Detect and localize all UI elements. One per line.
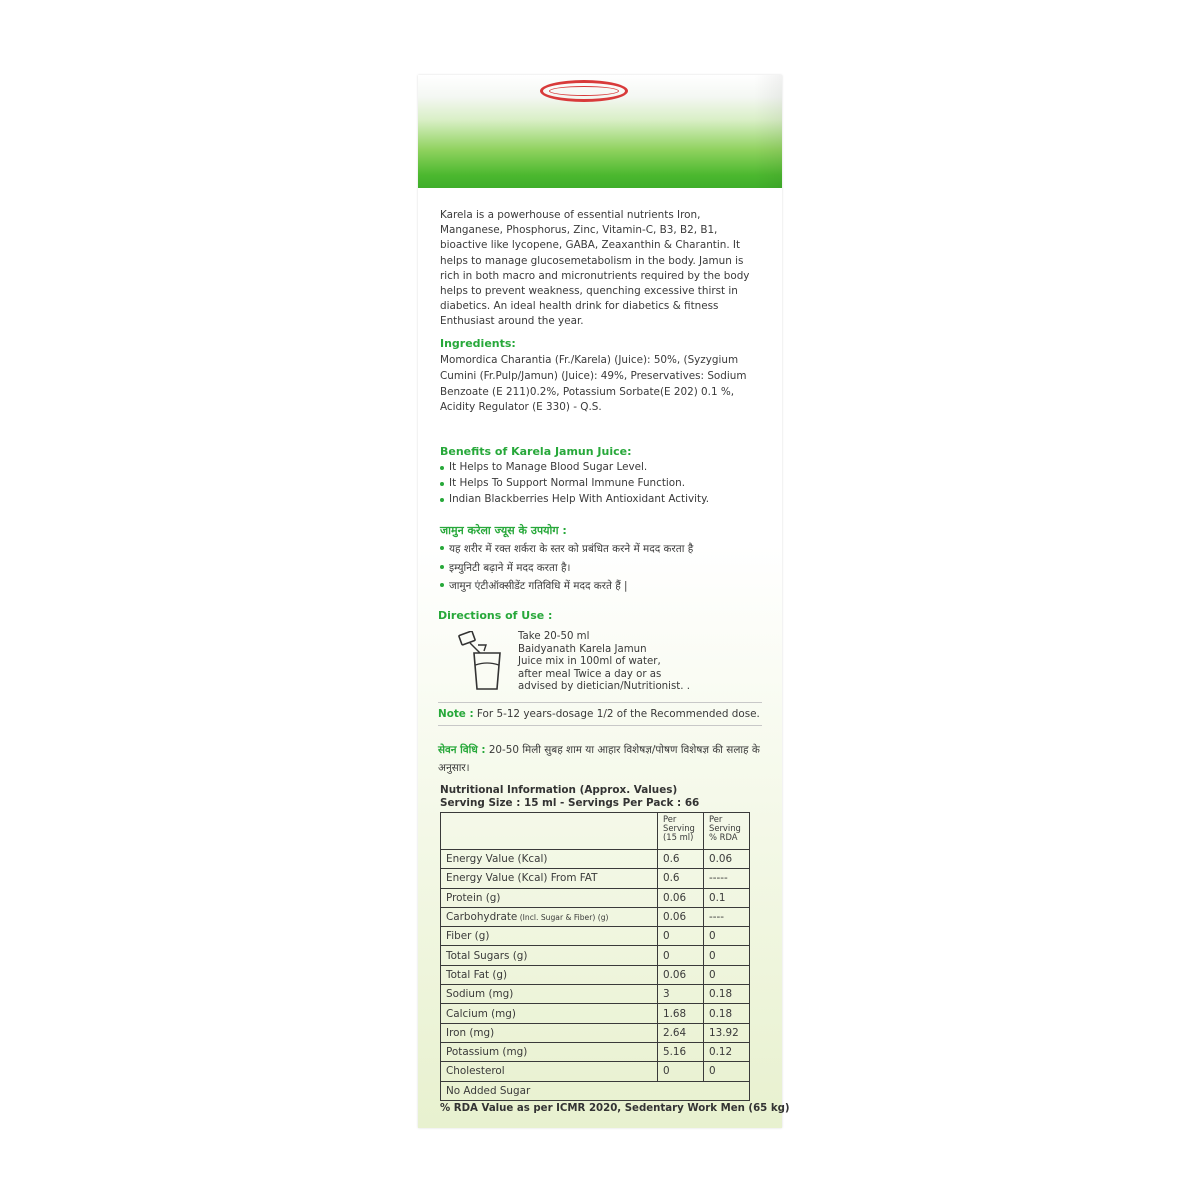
nutrition-table — [440, 812, 750, 1101]
list-item: जामुन एंटीऑक्सीडेंट गतिविधि में मदद करते हैं | — [440, 577, 770, 596]
table-row: Total Fat (g) 0.06 0 — [441, 965, 750, 984]
sevan-vidhi: सेवन विधि : 20-50 मिली सुबह शाम या आहार विशेषज्ञ/पोषण विशेषज्ञ की सलाह के अनुसार। — [438, 744, 760, 774]
table-footer-row: No Added Sugar — [441, 1081, 750, 1100]
nutrition-title: Nutritional Information (Approx. Values) Serving Size : 15 ml - Servings Per Pack : 66 — [440, 784, 700, 809]
table-row: Cholesterol 0 0 — [441, 1062, 750, 1081]
product-description: Karela is a powerhouse of essential nutrients Iron, Manganese, Phosphorus, Zinc, Vitamin-C, B3, B2, B1, bioactive like lycopene, GABA, Zeaxanthin & Charantin. It helps to manage glucosemetabolism in the body. Jamun is rich in both macro and micronutrients required by the body helps to prevent weakness, quenching excessive thirst in diabetics. An ideal health drink for diabetics & fitness Enthusiast around the year. — [440, 209, 750, 328]
table-header-row — [441, 813, 750, 850]
divider — [438, 725, 762, 726]
list-item: यह शरीर में रक्त शर्करा के स्तर को प्रबंधित करने में मदद करता है — [440, 540, 770, 559]
table-row: Carbohydrate (Incl. Sugar & Fiber) (g) 0.06 ---- — [441, 907, 750, 926]
table-row: Energy Value (Kcal) 0.6 0.06 — [441, 850, 750, 869]
product-box-back-panel — [418, 75, 790, 1128]
table-row: Calcium (mg) 1.68 0.18 — [441, 1004, 750, 1023]
hindi-uses-heading: जामुन करेला ज्यूस के उपयोग : — [440, 524, 567, 537]
table-row: Fiber (g) 0 0 — [441, 927, 750, 946]
benefits-heading: Benefits of Karela Jamun Juice: — [440, 445, 632, 458]
list-item: इम्युनिटी बढ़ाने में मदद करता है। — [440, 559, 770, 578]
rda-note: % RDA Value as per ICMR 2020, Sedentary Work Men (65 kg) — [440, 1103, 790, 1114]
glass-pouring-icon — [456, 631, 506, 691]
dosage-note: Note : For 5-12 years-dosage 1/2 of the Recommended dose. — [438, 708, 760, 720]
ingredients-heading: Ingredients: — [440, 337, 516, 350]
list-item: Indian Blackberries Help With Antioxidant Activity. — [440, 492, 770, 508]
directions-text: Take 20-50 ml Baidyanath Karela Jamun Juice mix in 100ml of water, after meal Twice a day or as advised by dietician/Nutritionist. . — [518, 631, 690, 693]
benefits-list — [440, 460, 770, 507]
table-row: Iron (mg) 2.64 13.92 — [441, 1023, 750, 1042]
col-per-serving: Per Serving (15 ml) — [658, 813, 704, 850]
brand-seal-icon — [540, 80, 628, 102]
table-row: Energy Value (Kcal) From FAT 0.6 ----- — [441, 869, 750, 888]
hindi-uses-list — [440, 540, 770, 596]
table-row: Sodium (mg) 3 0.18 — [441, 985, 750, 1004]
list-item: It Helps to Manage Blood Sugar Level. — [440, 460, 770, 476]
table-row: Total Sugars (g) 0 0 — [441, 946, 750, 965]
table-row: Potassium (mg) 5.16 0.12 — [441, 1042, 750, 1061]
ingredients-text: Momordica Charantia (Fr./Karela) (Juice): 50%, (Syzygium Cumini (Fr.Pulp/Jamun) (Juice): 49%, Preservatives: Sodium Benzoate (E 211)0.2%, Potassium Sorbate(E 202) 0.1 %, Acidity Regulator (E 330) - Q.S. — [440, 354, 747, 414]
table-row: Protein (g) 0.06 0.1 — [441, 888, 750, 907]
green-top-band — [418, 75, 782, 188]
directions-heading: Directions of Use : — [438, 609, 553, 622]
list-item: It Helps To Support Normal Immune Function. — [440, 476, 770, 492]
col-rda: Per Serving % RDA — [704, 813, 750, 850]
divider — [438, 702, 762, 703]
